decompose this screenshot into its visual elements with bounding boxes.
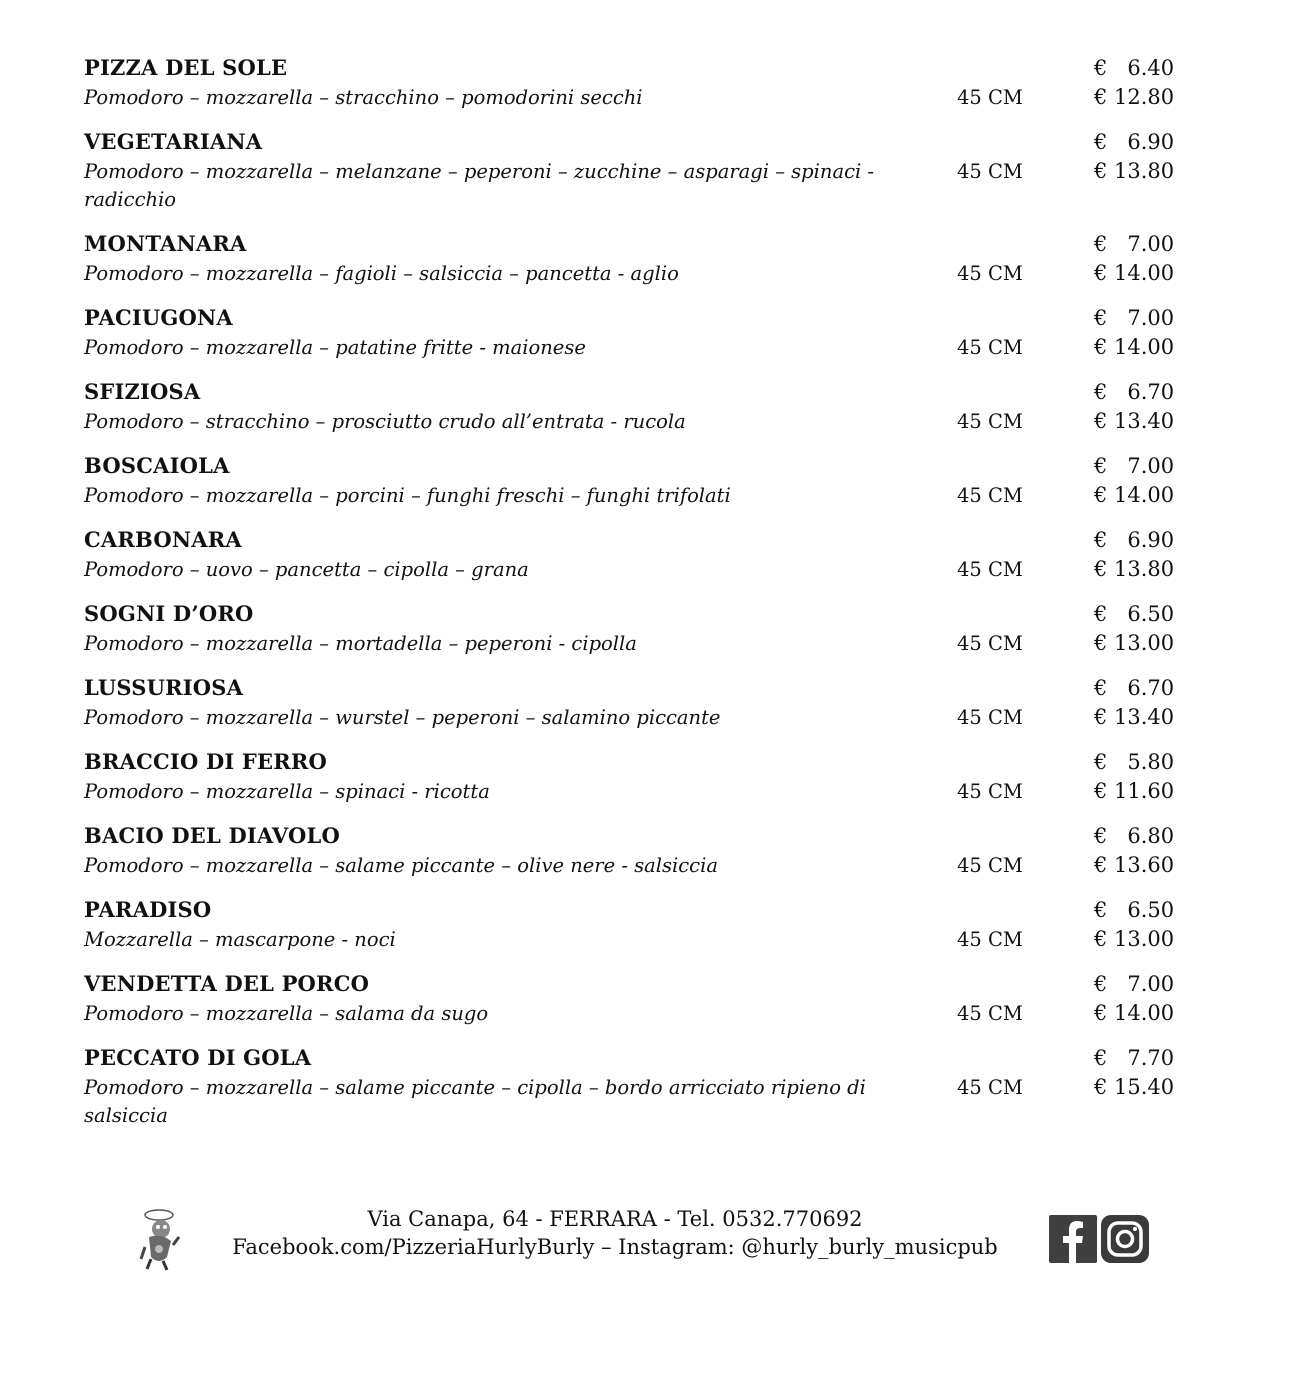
price-small: € 6.50 bbox=[1094, 602, 1175, 626]
pizza-name: BACIO DEL DIAVOLO bbox=[84, 823, 340, 848]
price-large: € 13.60 bbox=[1094, 853, 1175, 877]
price-large: € 14.00 bbox=[1094, 1001, 1175, 1025]
price-small: € 7.00 bbox=[1094, 454, 1175, 478]
price-small: € 7.00 bbox=[1094, 972, 1175, 996]
instagram-icon[interactable] bbox=[1101, 1215, 1149, 1263]
menu-item bbox=[84, 525, 1194, 584]
menu-item bbox=[84, 673, 1194, 732]
pizza-size: 45 CM bbox=[957, 1076, 1023, 1099]
price-large: € 12.80 bbox=[1094, 85, 1175, 109]
pizza-name: MONTANARA bbox=[84, 231, 247, 256]
pizza-size: 45 CM bbox=[957, 484, 1023, 507]
menu-item bbox=[84, 303, 1194, 362]
menu-item bbox=[84, 127, 1194, 214]
pizza-description: Pomodoro – uovo – pancetta – cipolla – grana bbox=[84, 558, 529, 581]
pizza-size: 45 CM bbox=[957, 1002, 1023, 1025]
pizza-description: Pomodoro – mozzarella – fagioli – salsiccia – pancetta - aglio bbox=[84, 262, 679, 285]
pizza-name: PACIUGONA bbox=[84, 305, 233, 330]
menu-item bbox=[84, 451, 1194, 510]
price-small: € 6.40 bbox=[1094, 56, 1175, 80]
pizza-size: 45 CM bbox=[957, 632, 1023, 655]
pizza-size: 45 CM bbox=[957, 410, 1023, 433]
pizza-description: Pomodoro – mozzarella – wurstel – peperoni – salamino piccante bbox=[84, 706, 721, 729]
price-large: € 13.80 bbox=[1094, 557, 1175, 581]
pizza-size: 45 CM bbox=[957, 780, 1023, 803]
price-large: € 13.80 bbox=[1094, 159, 1175, 183]
price-large: € 13.00 bbox=[1094, 927, 1175, 951]
price-small: € 6.70 bbox=[1094, 676, 1175, 700]
price-small: € 6.90 bbox=[1094, 130, 1175, 154]
pizza-name: PARADISO bbox=[84, 897, 212, 922]
pizza-description: Pomodoro – mozzarella – salame piccante – olive nere - salsiccia bbox=[84, 854, 718, 877]
pizza-name: BOSCAIOLA bbox=[84, 453, 230, 478]
price-large: € 13.40 bbox=[1094, 409, 1175, 433]
pizza-size: 45 CM bbox=[957, 262, 1023, 285]
pizza-description: Pomodoro – stracchino – prosciutto crudo all’entrata - rucola bbox=[84, 410, 686, 433]
pizza-name: VEGETARIANA bbox=[84, 129, 263, 154]
price-small: € 7.00 bbox=[1094, 232, 1175, 256]
footer-address: Via Canapa, 64 - FERRARA - Tel. 0532.770692 bbox=[367, 1207, 863, 1231]
pizza-description: Pomodoro – mozzarella – mortadella – peperoni - cipolla bbox=[84, 632, 637, 655]
pizza-menu-list bbox=[84, 53, 1194, 1145]
footer bbox=[0, 1203, 1294, 1283]
price-large: € 14.00 bbox=[1094, 483, 1175, 507]
pizza-size: 45 CM bbox=[957, 160, 1023, 183]
pizza-description: Pomodoro – mozzarella – porcini – funghi freschi – funghi trifolati bbox=[84, 484, 731, 507]
price-small: € 6.90 bbox=[1094, 528, 1175, 552]
pizza-description: Pomodoro – mozzarella – salama da sugo bbox=[84, 1002, 489, 1025]
pizza-description: Pomodoro – mozzarella – salame piccante – cipolla – bordo arricciato ripieno di salsiccia bbox=[84, 1076, 866, 1127]
menu-item bbox=[84, 1043, 1194, 1130]
pizza-size: 45 CM bbox=[957, 928, 1023, 951]
pizza-name: BRACCIO DI FERRO bbox=[84, 749, 328, 774]
price-large: € 13.40 bbox=[1094, 705, 1175, 729]
menu-item bbox=[84, 377, 1194, 436]
menu-item bbox=[84, 747, 1194, 806]
pizza-size: 45 CM bbox=[957, 558, 1023, 581]
social-icons bbox=[1049, 1215, 1149, 1263]
pizza-name: PIZZA DEL SOLE bbox=[84, 55, 288, 80]
pizza-name: SFIZIOSA bbox=[84, 379, 201, 404]
price-large: € 15.40 bbox=[1094, 1075, 1175, 1099]
pizza-description: Pomodoro – mozzarella – stracchino – pomodorini secchi bbox=[84, 86, 643, 109]
price-small: € 6.80 bbox=[1094, 824, 1175, 848]
pizza-size: 45 CM bbox=[957, 854, 1023, 877]
pizza-name: LUSSURIOSA bbox=[84, 675, 244, 700]
price-large: € 13.00 bbox=[1094, 631, 1175, 655]
footer-social-line: Facebook.com/PizzeriaHurlyBurly – Instagram: @hurly_burly_musicpub bbox=[232, 1235, 998, 1259]
price-large: € 14.00 bbox=[1094, 261, 1175, 285]
pizza-size: 45 CM bbox=[957, 336, 1023, 359]
pizza-description: Pomodoro – mozzarella – patatine fritte - maionese bbox=[84, 336, 586, 359]
pizzeria-logo-icon bbox=[137, 1207, 183, 1271]
pizza-description: Pomodoro – mozzarella – melanzane – peperoni – zucchine – asparagi – spinaci - radicchio bbox=[84, 160, 875, 211]
pizza-name: SOGNI D’ORO bbox=[84, 601, 254, 626]
price-small: € 5.80 bbox=[1094, 750, 1175, 774]
menu-item bbox=[84, 969, 1194, 1028]
price-large: € 14.00 bbox=[1094, 335, 1175, 359]
pizza-name: VENDETTA DEL PORCO bbox=[84, 971, 370, 996]
menu-item bbox=[84, 53, 1194, 112]
facebook-icon[interactable] bbox=[1049, 1215, 1097, 1263]
price-small: € 7.00 bbox=[1094, 306, 1175, 330]
menu-item bbox=[84, 599, 1194, 658]
pizza-size: 45 CM bbox=[957, 86, 1023, 109]
pizza-size: 45 CM bbox=[957, 706, 1023, 729]
price-small: € 6.70 bbox=[1094, 380, 1175, 404]
menu-item bbox=[84, 895, 1194, 954]
price-small: € 7.70 bbox=[1094, 1046, 1175, 1070]
menu-item bbox=[84, 229, 1194, 288]
price-small: € 6.50 bbox=[1094, 898, 1175, 922]
pizza-name: PECCATO DI GOLA bbox=[84, 1045, 312, 1070]
pizza-description: Mozzarella – mascarpone - noci bbox=[84, 928, 396, 951]
pizza-description: Pomodoro – mozzarella – spinaci - ricotta bbox=[84, 780, 490, 803]
menu-item bbox=[84, 821, 1194, 880]
pizza-name: CARBONARA bbox=[84, 527, 242, 552]
footer-text bbox=[200, 1205, 1030, 1261]
price-large: € 11.60 bbox=[1094, 779, 1175, 803]
